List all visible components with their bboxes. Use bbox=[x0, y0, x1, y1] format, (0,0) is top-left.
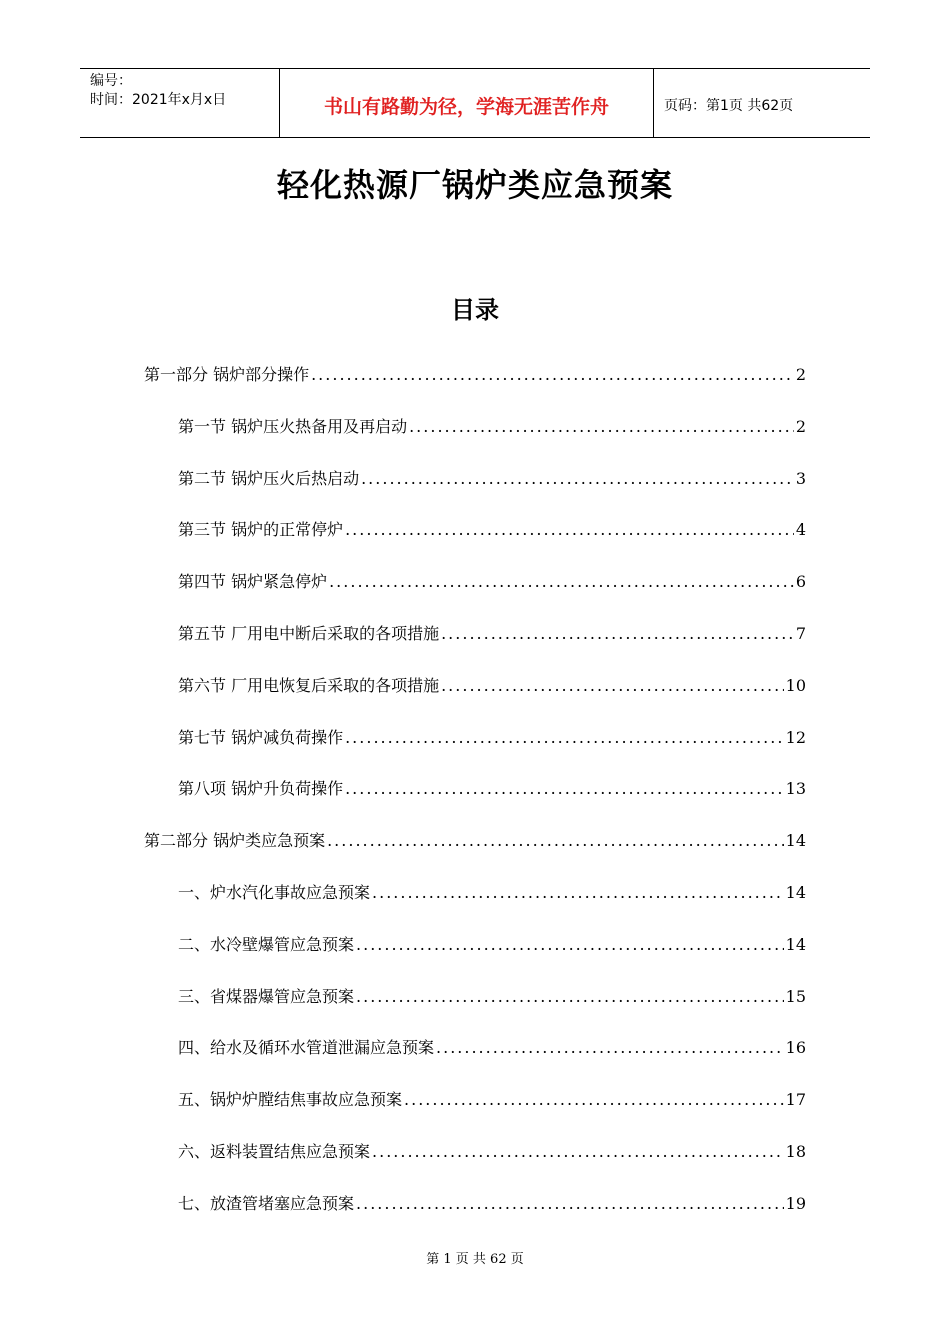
toc-entry-page: 3 bbox=[795, 468, 806, 488]
toc-entry[interactable] bbox=[178, 466, 806, 494]
toc-entry-label: 六、返料装置结焦应急预案 bbox=[178, 1142, 371, 1161]
time-label: 时间：2021年x月x日 bbox=[90, 92, 227, 108]
toc-entry-label: 三、省煤器爆管应急预案 bbox=[178, 986, 355, 1006]
toc-entry[interactable] bbox=[178, 569, 806, 597]
toc-entry[interactable] bbox=[178, 673, 806, 701]
toc-entry-page: 4 bbox=[795, 520, 806, 540]
toc-entry-page: 19 bbox=[785, 1193, 806, 1213]
toc-leader-dots bbox=[329, 572, 794, 591]
header-meta bbox=[80, 69, 280, 137]
toc-entry-page: 14 bbox=[785, 883, 806, 902]
toc-entry-page: 13 bbox=[785, 779, 806, 799]
toc-entry-label: 第一节 锅炉压火热备用及再启动 bbox=[178, 416, 408, 436]
toc-leader-dots bbox=[436, 1038, 784, 1057]
toc-leader-dots bbox=[409, 417, 794, 436]
toc-entry-label: 第七节 锅炉减负荷操作 bbox=[178, 727, 344, 747]
toc-entry[interactable] bbox=[178, 1139, 806, 1167]
toc-leader-dots bbox=[345, 520, 794, 539]
toc-leader-dots bbox=[356, 987, 784, 1006]
toc-entry-label: 一、炉水汽化事故应急预案 bbox=[178, 883, 371, 902]
toc-entry-page: 14 bbox=[785, 934, 806, 954]
toc-leader-dots bbox=[441, 676, 784, 695]
toc-title: 目录 bbox=[451, 295, 499, 324]
toc-entry-page: 2 bbox=[795, 365, 806, 384]
toc-entry[interactable] bbox=[178, 621, 806, 649]
toc-entry[interactable] bbox=[178, 932, 806, 960]
toc-leader-dots bbox=[345, 728, 784, 747]
toc-entry-page: 10 bbox=[785, 675, 806, 695]
toc-entry-label: 五、锅炉炉膛结焦事故应急预案 bbox=[178, 1090, 403, 1110]
toc-entry-page: 14 bbox=[785, 831, 806, 851]
toc-entry[interactable] bbox=[178, 414, 806, 442]
toc-leader-dots bbox=[356, 1194, 784, 1213]
toc-entry-page: 12 bbox=[785, 727, 806, 747]
toc-entry[interactable] bbox=[178, 776, 806, 804]
toc-entry-page: 7 bbox=[795, 624, 806, 643]
toc-entry[interactable] bbox=[178, 1191, 806, 1219]
header-page-info: 页码：第1页 共62页 bbox=[664, 98, 794, 114]
toc-entry[interactable] bbox=[178, 725, 806, 753]
toc-entry[interactable] bbox=[178, 517, 806, 545]
toc-leader-dots bbox=[441, 624, 794, 643]
toc-entry-page: 16 bbox=[785, 1038, 806, 1058]
document-title: 轻化热源厂锅炉类应急预案 bbox=[276, 166, 673, 204]
toc-leader-dots bbox=[356, 935, 784, 954]
number-label: 编号： bbox=[90, 73, 132, 89]
toc-entry-label: 七、放渣管堵塞应急预案 bbox=[178, 1193, 355, 1213]
toc-entry[interactable] bbox=[178, 880, 806, 908]
page-header bbox=[80, 68, 870, 138]
toc-entry-page: 15 bbox=[785, 986, 806, 1006]
toc-entry[interactable] bbox=[178, 1035, 806, 1063]
toc-entry[interactable] bbox=[178, 1087, 806, 1115]
toc-entry-page: 17 bbox=[785, 1090, 806, 1110]
toc-entry-label: 第二部分 锅炉类应急预案 bbox=[144, 831, 326, 851]
toc-entry-page: 2 bbox=[795, 416, 806, 436]
toc-entry-label: 第二节 锅炉压火后热启动 bbox=[178, 468, 360, 488]
toc-entry-page: 18 bbox=[785, 1142, 806, 1161]
toc-entry-label: 第四节 锅炉紧急停炉 bbox=[178, 572, 328, 592]
toc-leader-dots bbox=[311, 365, 794, 384]
header-motto: 书山有路勤为径，学海无涯苦作舟 bbox=[280, 69, 654, 137]
toc-leader-dots bbox=[372, 883, 784, 902]
toc-leader-dots bbox=[372, 1142, 784, 1161]
toc-leader-dots bbox=[345, 779, 784, 798]
toc-entry-label: 第六节 厂用电恢复后采取的各项措施 bbox=[178, 675, 440, 695]
toc-leader-dots bbox=[404, 1090, 784, 1109]
toc-entry-label: 第八项 锅炉升负荷操作 bbox=[178, 779, 344, 799]
toc-leader-dots bbox=[361, 469, 794, 488]
toc-entry-label: 第三节 锅炉的正常停炉 bbox=[178, 520, 344, 540]
page-footer: 第 1 页 共 62 页 bbox=[426, 1252, 524, 1267]
toc-entry[interactable] bbox=[144, 828, 806, 856]
toc-entry[interactable] bbox=[178, 984, 806, 1012]
toc-entry-page: 6 bbox=[795, 572, 806, 592]
toc-entry-label: 第一部分 锅炉部分操作 bbox=[144, 365, 310, 384]
toc-entry-label: 二、水冷壁爆管应急预案 bbox=[178, 934, 355, 954]
toc-entry-label: 四、给水及循环水管道泄漏应急预案 bbox=[178, 1038, 435, 1058]
toc-leader-dots bbox=[327, 831, 784, 850]
toc-entry[interactable] bbox=[144, 362, 806, 390]
toc-entry-label: 第五节 厂用电中断后采取的各项措施 bbox=[178, 624, 440, 643]
